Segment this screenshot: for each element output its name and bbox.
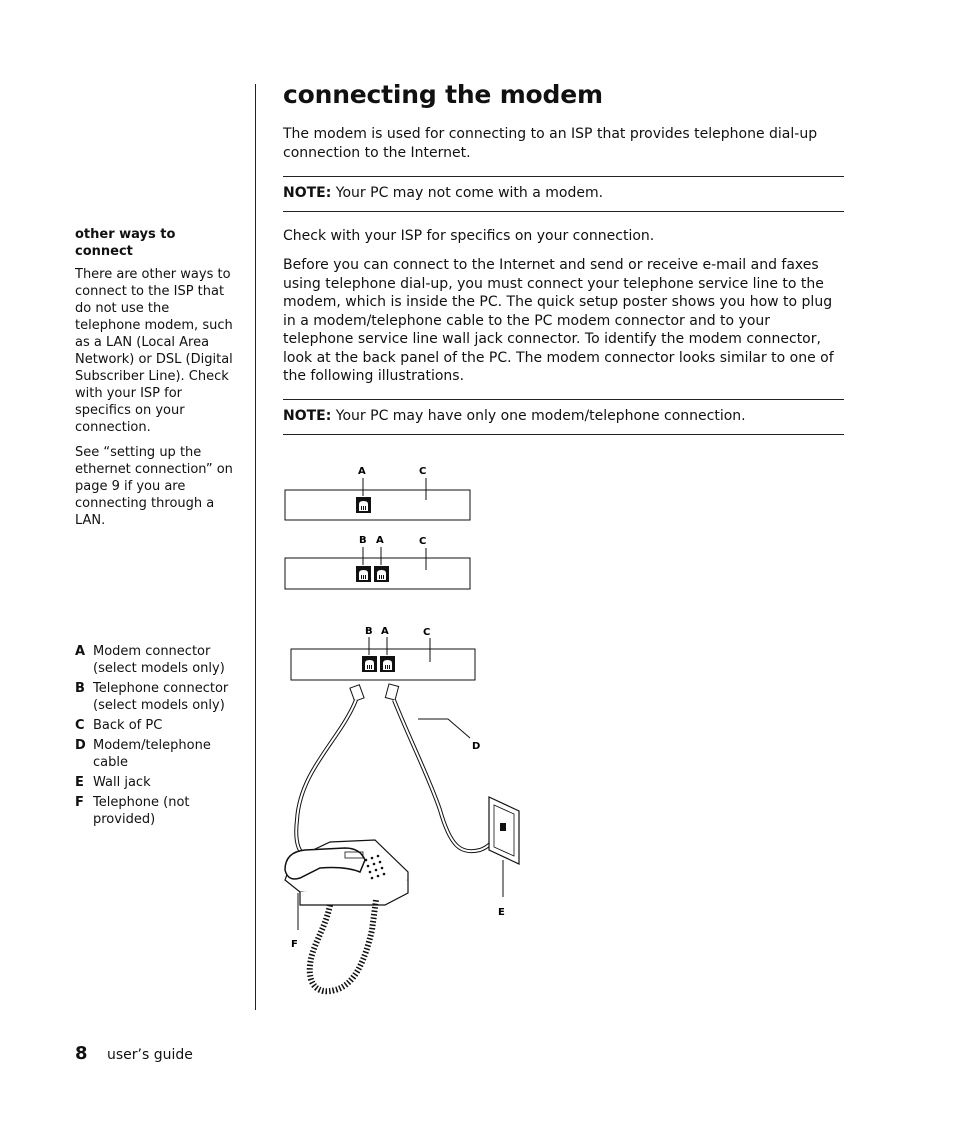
legend-text: Modem connector (select models only) xyxy=(93,644,225,676)
label-d: D xyxy=(472,741,481,752)
label-b: B xyxy=(365,626,373,637)
legend-text: Telephone connector (select models only) xyxy=(93,681,229,713)
page-number: 8 xyxy=(75,1043,88,1064)
sidebar-paragraph: There are other ways to connect to the ISP that do not use the telephone modem, such as a LAN (Local Area Network) or DSL (Digital Subscriber Line). Check with your ISP for specifics on your connection. xyxy=(75,267,233,435)
telephone-icon xyxy=(285,840,408,905)
label-f: F xyxy=(291,939,298,950)
pc-back-panel-dual xyxy=(285,535,470,589)
pc-back-panel-single xyxy=(285,466,470,520)
legend-key: C xyxy=(75,718,85,733)
page-title: connecting the modem xyxy=(283,80,603,109)
legend-key: E xyxy=(75,775,84,790)
note-label: NOTE: xyxy=(283,408,332,424)
check-paragraph: Check with your ISP for specifics on your connection. xyxy=(283,228,655,244)
sidebar-paragraph: See “setting up the ethernet connection” on page 9 if you are connecting through a LAN. xyxy=(75,445,233,528)
note-text: Your PC may not come with a modem. xyxy=(331,185,604,201)
legend-key: A xyxy=(75,644,86,659)
legend-key: D xyxy=(75,738,86,753)
telephone-jack-icon xyxy=(362,656,377,672)
intro-paragraph: The modem is used for connecting to an ISP that provides telephone dial-up connection to the Internet. xyxy=(283,126,818,161)
label-c: C xyxy=(423,627,431,638)
modem-jack-icon xyxy=(380,656,395,672)
label-e: E xyxy=(498,907,505,918)
instructions-paragraph: Before you can connect to the Internet and send or receive e-mail and faxes using telephone dial-up, you must connect your telephone service line to the modem, which is inside the PC. The quick setup poster shows you how to plug in a modem/telephone cable to the PC modem connector and to your telephone service line wall jack connector. To identify the modem connector, look at the back panel of the PC. The modem connector looks similar to one of the following illustrations. xyxy=(283,257,834,384)
label-b: B xyxy=(359,535,367,546)
label-c: C xyxy=(419,536,427,547)
label-a: A xyxy=(376,535,384,546)
footer-label: user’s guide xyxy=(107,1047,193,1063)
legend-text: Back of PC xyxy=(93,718,163,733)
label-c: C xyxy=(419,466,427,477)
pc-back-panel-connected xyxy=(291,626,475,680)
legend-key: F xyxy=(75,795,84,810)
modem-jack-icon xyxy=(356,497,371,513)
legend-text: Telephone (not provided) xyxy=(93,795,190,827)
cable-plug-icon xyxy=(350,684,399,701)
note-label: NOTE: xyxy=(283,185,332,201)
label-a: A xyxy=(381,626,389,637)
label-a: A xyxy=(358,466,366,477)
sidebar-heading: other ways to connect xyxy=(75,227,176,259)
legend-key: B xyxy=(75,681,85,696)
note-text: Your PC may have only one modem/telephone connection. xyxy=(331,408,746,424)
legend-text: Modem/telephone cable xyxy=(93,738,211,770)
telephone-jack-icon xyxy=(356,566,371,582)
wall-jack-icon xyxy=(489,797,519,864)
legend-text: Wall jack xyxy=(93,775,151,790)
modem-jack-icon xyxy=(374,566,389,582)
